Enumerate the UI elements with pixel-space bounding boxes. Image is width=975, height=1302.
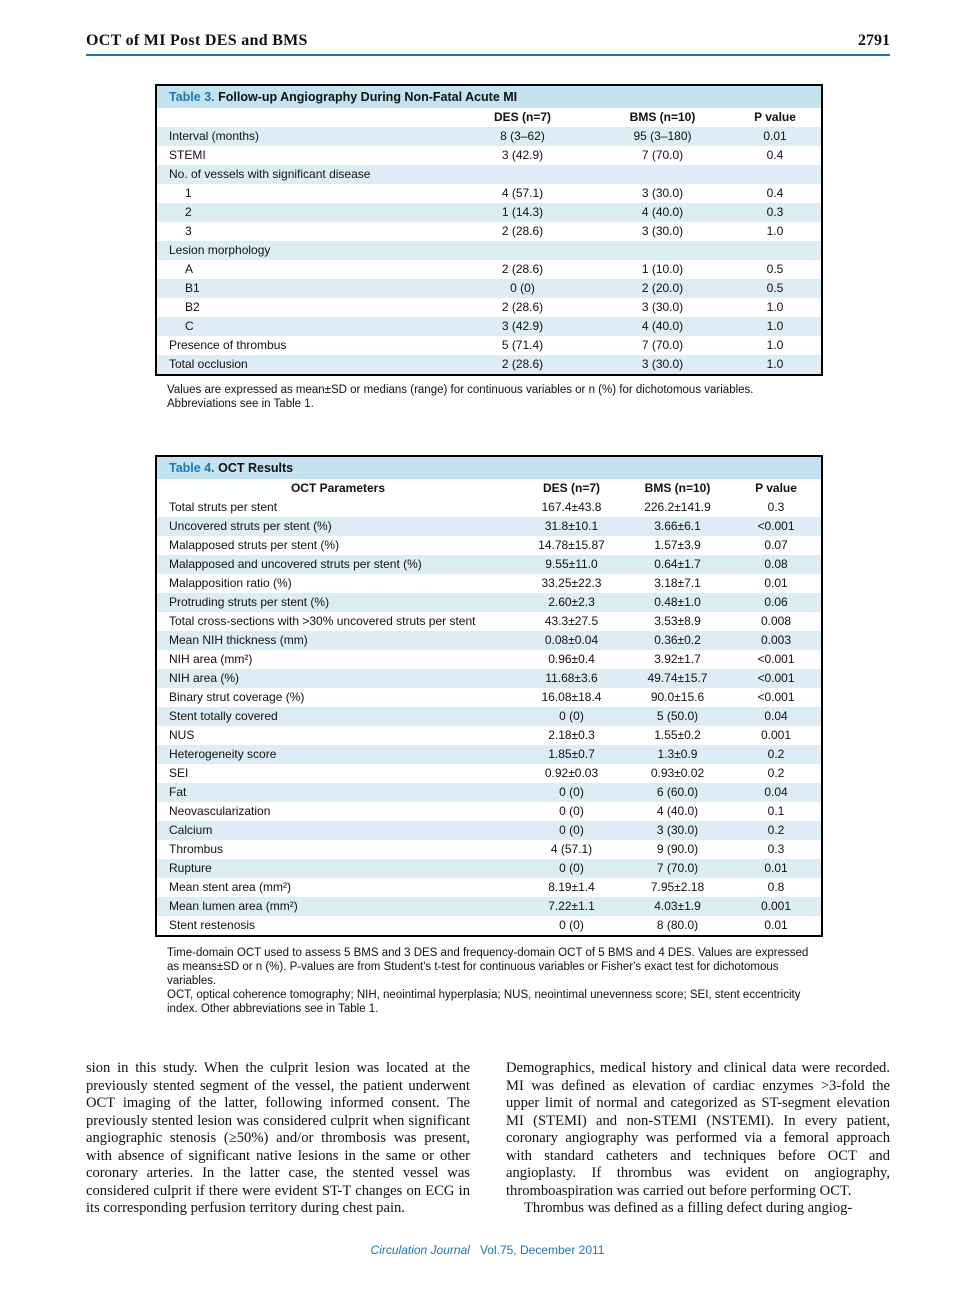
row-label: Stent totally covered <box>157 707 519 726</box>
page-footer <box>0 1243 975 1257</box>
table-row <box>157 574 821 593</box>
table-4-col-header: P value <box>731 479 821 498</box>
bms-value <box>596 165 729 184</box>
p-value: 0.001 <box>760 728 792 742</box>
row-label: Thrombus <box>169 842 224 856</box>
bms-value: 1.57±3.9 <box>654 538 701 552</box>
table-row <box>157 498 821 517</box>
des-value <box>449 241 596 260</box>
des-value: 11.68±3.6 <box>519 669 624 688</box>
p-value: 0.003 <box>731 631 821 650</box>
table-row <box>157 802 821 821</box>
bms-value: 8 (80.0) <box>656 918 699 932</box>
row-label: Total struts per stent <box>169 500 278 514</box>
table-row <box>157 127 821 146</box>
table-row <box>157 897 821 916</box>
table-4-title: OCT Results <box>218 461 294 475</box>
p-value: 0.008 <box>760 614 792 628</box>
p-value: <0.001 <box>731 669 821 688</box>
bms-value: 95 (3–180) <box>596 127 729 146</box>
bms-value: 1.55±0.2 <box>654 728 701 742</box>
row-label: Presence of thrombus <box>169 338 287 352</box>
table-3-note: Values are expressed as mean±SD or medians (range) for continuous variables or n (%) for dichotomous variables. <box>167 384 754 396</box>
bms-value: 0.93±0.02 <box>650 766 705 780</box>
table-3-col-header: P value <box>729 108 821 127</box>
table-row <box>157 355 821 374</box>
des-value: 3 (42.9) <box>449 317 596 336</box>
row-label: Total occlusion <box>157 355 449 374</box>
table-3-title: Follow-up Angiography During Non-Fatal Acute MI <box>218 90 518 104</box>
des-value: 2 (28.6) <box>501 300 544 314</box>
table-3-body <box>157 127 821 374</box>
table-row <box>157 745 821 764</box>
table-row <box>157 764 821 783</box>
p-value: 0.01 <box>764 576 788 590</box>
table-3 <box>155 84 823 376</box>
table-row <box>157 298 821 317</box>
bms-value: 7.95±2.18 <box>650 880 705 894</box>
p-value: 0.01 <box>764 918 788 932</box>
des-value: 9.55±11.0 <box>519 555 624 574</box>
p-value: 0.04 <box>731 707 821 726</box>
row-label: Stent restenosis <box>169 918 256 932</box>
p-value: <0.001 <box>731 517 821 536</box>
p-value: 1.0 <box>766 224 784 238</box>
row-label: B2 <box>185 300 200 314</box>
table-4-col-header: OCT Parameters <box>157 479 519 498</box>
p-value <box>729 241 821 260</box>
des-value: 31.8±10.1 <box>519 517 624 536</box>
table-row <box>157 650 821 669</box>
row-label: 1 <box>185 186 192 200</box>
p-value: 0.08 <box>731 555 821 574</box>
p-value: 1.0 <box>729 355 821 374</box>
table-4-notes <box>167 946 817 1016</box>
table-row <box>157 916 821 935</box>
bms-value: 5 (50.0) <box>624 707 731 726</box>
table-row <box>157 184 821 203</box>
table-row <box>157 555 821 574</box>
des-value: 0.08±0.04 <box>519 631 624 650</box>
journal-volume: Vol.75, December 2011 <box>479 1243 605 1257</box>
body-column-left <box>86 1060 470 1218</box>
table-row <box>157 165 821 184</box>
table-row <box>157 593 821 612</box>
p-value: 0.4 <box>766 148 784 162</box>
des-value: 0.92±0.03 <box>544 766 599 780</box>
p-value: 0.3 <box>767 500 785 514</box>
des-value: 167.4±43.8 <box>541 500 602 514</box>
p-value: 1.0 <box>766 338 784 352</box>
table-row <box>157 241 821 260</box>
p-value: 0.04 <box>731 783 821 802</box>
row-label: Binary strut coverage (%) <box>169 690 305 704</box>
row-label: Malapposed and uncovered struts per stent (%) <box>157 555 519 574</box>
des-value <box>449 165 596 184</box>
des-value: 4 (57.1) <box>550 842 593 856</box>
bms-value: 2 (20.0) <box>596 279 729 298</box>
p-value: 0.001 <box>731 897 821 916</box>
table-3-col-header: DES (n=7) <box>449 108 596 127</box>
des-value: 0 (0) <box>519 707 624 726</box>
row-label: Heterogeneity score <box>157 745 519 764</box>
table-row <box>157 707 821 726</box>
running-head <box>86 30 890 56</box>
row-label: Rupture <box>157 859 519 878</box>
des-value: 2.60±2.3 <box>519 593 624 612</box>
table-4 <box>155 455 823 937</box>
bms-value: 1.3±0.9 <box>624 745 731 764</box>
table-row <box>157 840 821 859</box>
body-paragraph: Thrombus was defined as a filling defect during angiog- <box>524 1200 853 1216</box>
row-label: B1 <box>157 279 449 298</box>
p-value: 0.8 <box>767 880 785 894</box>
table-row <box>157 726 821 745</box>
p-value: 1.0 <box>766 300 784 314</box>
des-value: 0 (0) <box>559 918 584 932</box>
bms-value: 49.74±15.7 <box>624 669 731 688</box>
bms-value: 4.03±1.9 <box>624 897 731 916</box>
table-row <box>157 536 821 555</box>
table-3-col-header <box>157 108 449 127</box>
table-3-header-row <box>157 108 821 127</box>
bms-value: 9 (90.0) <box>656 842 699 856</box>
des-value: 33.25±22.3 <box>541 576 602 590</box>
p-value: 0.2 <box>731 745 821 764</box>
row-label: SEI <box>169 766 189 780</box>
bms-value: 7 (70.0) <box>624 859 731 878</box>
row-label: C <box>157 317 449 336</box>
p-value: 0.06 <box>731 593 821 612</box>
p-value: 0.01 <box>729 127 821 146</box>
table-4-title-bar <box>157 457 821 479</box>
table-4-note: OCT, optical coherence tomography; NIH, neointimal hyperplasia; NUS, neointimal unevenness score; SEI, stent eccentricity index. Other abbreviations see in Table 1. <box>167 989 801 1015</box>
row-label: Mean lumen area (mm²) <box>157 897 519 916</box>
row-label: NIH area (mm²) <box>169 652 253 666</box>
table-row <box>157 279 821 298</box>
bms-value: 3 (30.0) <box>641 186 684 200</box>
p-value: 0.3 <box>767 842 785 856</box>
des-value: 0.96±0.4 <box>548 652 595 666</box>
table-4-col-header: DES (n=7) <box>519 479 624 498</box>
row-label: Lesion morphology <box>157 241 449 260</box>
page-number: 2791 <box>858 32 890 49</box>
table-row <box>157 336 821 355</box>
table-row <box>157 317 821 336</box>
des-value: 8.19±1.4 <box>548 880 595 894</box>
table-3-label: Table 3. <box>169 90 215 104</box>
row-label: A <box>185 262 194 276</box>
table-row <box>157 260 821 279</box>
des-value: 0 (0) <box>519 821 624 840</box>
row-label: Fat <box>157 783 519 802</box>
bms-value: 3.92±1.7 <box>654 652 701 666</box>
des-value: 3 (42.9) <box>501 148 544 162</box>
des-value: 14.78±15.87 <box>538 538 605 552</box>
des-value: 2 (28.6) <box>501 224 544 238</box>
table-row <box>157 859 821 878</box>
p-value: 0.2 <box>731 821 821 840</box>
bms-value: 4 (40.0) <box>596 203 729 222</box>
p-value: 0.2 <box>767 766 785 780</box>
p-value: 0.1 <box>767 804 785 818</box>
table-row <box>157 669 821 688</box>
row-label: Interval (months) <box>157 127 449 146</box>
body-paragraph: sion in this study. When the culprit lesion was located at the previously stented segment of the vessel, the patient underwent OCT imaging of the latter, following informed consent. The previously stented lesion was considered culprit when significant angiographic stenosis (≥50%) and/or thrombosis was present, with absence of significant native lesions in the same or other coronary arteries. In the latter case, the stented vessel was considered culprit if there were evident ST-T changes on ECG in its corresponding perfusion territory during chest pain. <box>86 1060 470 1216</box>
table-row <box>157 517 821 536</box>
table-row <box>157 203 821 222</box>
bms-value <box>596 241 729 260</box>
table-4-label: Table 4. <box>169 461 215 475</box>
bms-value: 3 (30.0) <box>641 224 684 238</box>
bms-value: 0.64±1.7 <box>624 555 731 574</box>
p-value: 0.5 <box>766 262 784 276</box>
p-value: 0.3 <box>729 203 821 222</box>
bms-value: 3.53±8.9 <box>654 614 701 628</box>
bms-value: 6 (60.0) <box>624 783 731 802</box>
table-row <box>157 631 821 650</box>
row-label: Malapposition ratio (%) <box>169 576 292 590</box>
bms-value: 226.2±141.9 <box>644 500 711 514</box>
bms-value: 3 (30.0) <box>624 821 731 840</box>
body-column-right <box>506 1060 890 1218</box>
row-label: 2 <box>157 203 449 222</box>
p-value: 0.07 <box>764 538 788 552</box>
row-label: No. of vessels with significant disease <box>157 165 449 184</box>
bms-value: 4 (40.0) <box>596 317 729 336</box>
table-row <box>157 222 821 241</box>
des-value: 0 (0) <box>519 783 624 802</box>
p-value: <0.001 <box>757 690 795 704</box>
row-label: Mean NIH thickness (mm) <box>157 631 519 650</box>
table-3-title-bar <box>157 86 821 108</box>
bms-value: 3 (30.0) <box>596 355 729 374</box>
bms-value: 7 (70.0) <box>641 148 684 162</box>
row-label: Uncovered struts per stent (%) <box>157 517 519 536</box>
row-label: Calcium <box>157 821 519 840</box>
bms-value: 3.18±7.1 <box>654 576 701 590</box>
table-3-note: Abbreviations see in Table 1. <box>167 398 314 410</box>
p-value: 0.4 <box>766 186 784 200</box>
table-4-grid <box>157 479 821 935</box>
body-paragraph: Demographics, medical history and clinical data were recorded. MI was defined as elevation of cardiac enzymes >3-fold the upper limit of normal and categorized as ST-segment elevation MI (STEMI) and non-STEMI (NSTEMI). In every patient, coronary angiography was performed via a femoral approach with standard catheters and techniques before OCT and angioplasty. If thrombus was evident on angiography, thromboaspiration was carried out before performing OCT. <box>506 1060 890 1199</box>
table-4-note: Time-domain OCT used to assess 5 BMS and 3 DES and frequency-domain OCT of 5 BMS and 4 DES. Values are expressed as means±SD or n (%). P-values are from Student's t-test for continuous variables or Fisher's exact test for dichotomous variables. <box>167 947 809 987</box>
row-label: 3 <box>185 224 192 238</box>
des-value: 43.3±27.5 <box>544 614 599 628</box>
p-value <box>729 165 821 184</box>
table-row <box>157 821 821 840</box>
p-value: 1.0 <box>729 317 821 336</box>
bms-value: 3 (30.0) <box>641 300 684 314</box>
des-value: 4 (57.1) <box>501 186 544 200</box>
bms-value: 1 (10.0) <box>641 262 684 276</box>
journal-name: Circulation Journal <box>370 1243 470 1257</box>
table-3-notes <box>167 383 817 411</box>
des-value: 0 (0) <box>559 804 584 818</box>
des-value: 0 (0) <box>449 279 596 298</box>
table-row <box>157 688 821 707</box>
des-value: 16.08±18.4 <box>541 690 602 704</box>
des-value: 8 (3–62) <box>449 127 596 146</box>
table-row <box>157 612 821 631</box>
table-3-col-header: BMS (n=10) <box>596 108 729 127</box>
row-label: Mean stent area (mm²) <box>169 880 292 894</box>
table-4-body <box>157 498 821 935</box>
bms-value: 90.0±15.6 <box>650 690 705 704</box>
row-label: Neovascularization <box>169 804 271 818</box>
row-label: NUS <box>169 728 195 742</box>
bms-value: 7 (70.0) <box>641 338 684 352</box>
p-value: <0.001 <box>757 652 795 666</box>
row-label: Malapposed struts per stent (%) <box>169 538 340 552</box>
table-4-header-row <box>157 479 821 498</box>
p-value: 0.5 <box>729 279 821 298</box>
bms-value: 0.48±1.0 <box>624 593 731 612</box>
bms-value: 0.36±0.2 <box>624 631 731 650</box>
table-4-col-header: BMS (n=10) <box>624 479 731 498</box>
table-3-grid <box>157 108 821 374</box>
des-value: 0 (0) <box>519 859 624 878</box>
des-value: 2 (28.6) <box>449 355 596 374</box>
des-value: 1.85±0.7 <box>519 745 624 764</box>
des-value: 5 (71.4) <box>501 338 544 352</box>
des-value: 2 (28.6) <box>501 262 544 276</box>
row-label: NIH area (%) <box>157 669 519 688</box>
des-value: 2.18±0.3 <box>548 728 595 742</box>
des-value: 1 (14.3) <box>449 203 596 222</box>
table-row <box>157 146 821 165</box>
des-value: 7.22±1.1 <box>519 897 624 916</box>
row-label: Protruding struts per stent (%) <box>157 593 519 612</box>
bms-value: 3.66±6.1 <box>624 517 731 536</box>
row-label: Total cross-sections with >30% uncovered struts per stent <box>169 614 476 628</box>
table-row <box>157 878 821 897</box>
bms-value: 4 (40.0) <box>656 804 699 818</box>
table-row <box>157 783 821 802</box>
running-title: OCT of MI Post DES and BMS <box>86 32 308 49</box>
row-label: STEMI <box>169 148 206 162</box>
p-value: 0.01 <box>731 859 821 878</box>
